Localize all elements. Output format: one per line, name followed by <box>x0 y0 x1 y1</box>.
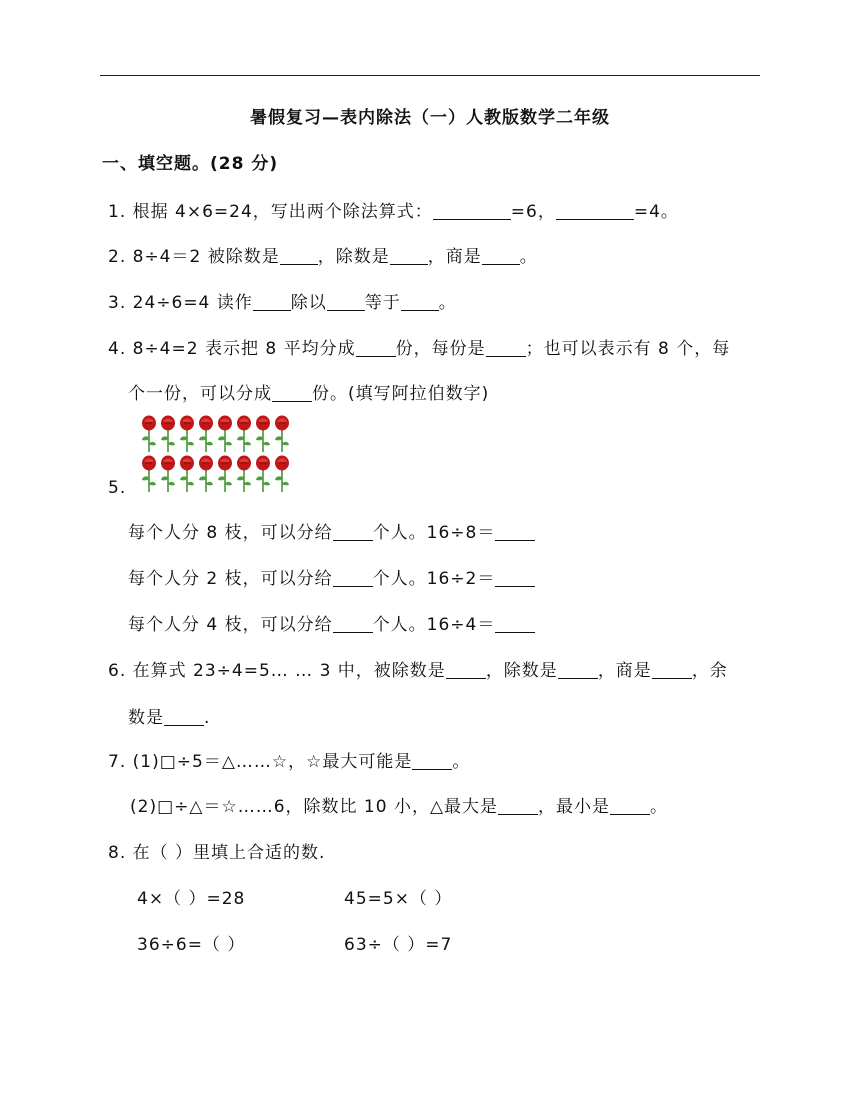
q8-item: 36÷6=（ ） <box>137 935 246 955</box>
q5-text: 每个人分 4 枝，可以分给 <box>128 615 333 635</box>
q3-text: 除以 <box>290 293 327 313</box>
question-7-part-2 <box>130 792 668 817</box>
question-6 <box>108 656 728 681</box>
q3-text: 。 <box>438 293 457 313</box>
q1-text: 1. 根据 4×6=24，写出两个除法算式： <box>108 202 433 222</box>
q2-text: 2. 8÷4＝2 被除数是 <box>108 247 280 267</box>
answer-blank[interactable] <box>495 523 535 541</box>
answer-blank[interactable] <box>482 247 520 265</box>
q7-text: 7. (1)□÷5＝△……☆，☆最大可能是 <box>108 752 413 772</box>
question-3 <box>108 288 457 313</box>
question-5-line-3 <box>128 610 535 635</box>
answer-blank[interactable] <box>272 384 312 402</box>
question-8: 8. 在（ ）里填上合适的数. <box>108 843 326 863</box>
question-4 <box>108 334 730 359</box>
q7-text: 。 <box>650 797 669 817</box>
q5-text: 个人。16÷8＝ <box>372 523 496 543</box>
answer-blank[interactable] <box>401 293 439 311</box>
answer-blank[interactable] <box>498 797 538 815</box>
answer-blank[interactable] <box>446 661 486 679</box>
answer-blank[interactable] <box>558 661 598 679</box>
answer-blank[interactable] <box>253 293 291 311</box>
answer-blank[interactable] <box>390 247 428 265</box>
q4-text: 份。(填写阿拉伯数字) <box>312 384 490 404</box>
question-4-cont <box>128 379 489 404</box>
question-6-cont <box>128 703 210 728</box>
top-rule <box>100 75 760 76</box>
roses-image <box>140 415 292 495</box>
q2-text: ，除数是 <box>317 247 390 267</box>
q2-text: ，商是 <box>427 247 482 267</box>
q5-text: 个人。16÷2＝ <box>372 569 496 589</box>
q1-end: =4。 <box>633 202 679 222</box>
q7-text: ，最小是 <box>538 797 611 817</box>
answer-blank[interactable] <box>433 202 511 220</box>
q5-text: 每个人分 8 枝，可以分给 <box>128 523 333 543</box>
answer-blank[interactable] <box>610 797 650 815</box>
answer-blank[interactable] <box>333 615 373 633</box>
q7-text: 。 <box>452 752 471 772</box>
answer-blank[interactable] <box>356 339 396 357</box>
answer-blank[interactable] <box>412 752 452 770</box>
q4-text: ；也可以表示有 8 个，每 <box>525 339 731 359</box>
q6-text: 6. 在算式 23÷4=5… … 3 中，被除数是 <box>108 661 446 681</box>
q4-text: 4. 8÷4=2 表示把 8 平均分成 <box>108 339 356 359</box>
answer-blank[interactable] <box>486 339 526 357</box>
q4-text: 份，每份是 <box>395 339 486 359</box>
q6-text: ，余 <box>691 661 728 681</box>
answer-blank[interactable] <box>280 247 318 265</box>
question-2 <box>108 242 538 267</box>
q5-text: 每个人分 2 枝，可以分给 <box>128 569 333 589</box>
page-title: 暑假复习—表内除法（一）人教版数学二年级 <box>250 108 610 128</box>
answer-blank[interactable] <box>327 293 365 311</box>
answer-blank[interactable] <box>164 708 204 726</box>
q5-number: 5. <box>108 478 127 498</box>
question-5-line-1 <box>128 518 535 543</box>
answer-blank[interactable] <box>495 569 535 587</box>
q5-text: 个人。16÷4＝ <box>372 615 496 635</box>
q1-mid: =6， <box>510 202 556 222</box>
question-5-line-2 <box>128 564 535 589</box>
answer-blank[interactable] <box>495 615 535 633</box>
q8-item: 63÷（ ）=7 <box>344 935 453 955</box>
q4-text: 个一份，可以分成 <box>128 384 272 404</box>
q7-text: (2)□÷△＝☆……6，除数比 10 小，△最大是 <box>130 797 499 817</box>
q6-text: . <box>204 708 211 728</box>
answer-blank[interactable] <box>333 523 373 541</box>
question-1 <box>108 197 679 222</box>
answer-blank[interactable] <box>556 202 634 220</box>
answer-blank[interactable] <box>333 569 373 587</box>
q8-item: 4×（ ）=28 <box>137 889 246 909</box>
q6-text: ，除数是 <box>485 661 558 681</box>
q6-text: 数是 <box>128 708 164 728</box>
q6-text: ，商是 <box>597 661 652 681</box>
answer-blank[interactable] <box>652 661 692 679</box>
question-7 <box>108 747 470 772</box>
q8-item: 45=5×（ ） <box>344 889 453 909</box>
q3-text: 3. 24÷6=4 读作 <box>108 293 253 313</box>
q2-text: 。 <box>519 247 538 267</box>
q3-text: 等于 <box>364 293 401 313</box>
section-heading: 一、填空题。(28 分) <box>102 154 279 174</box>
